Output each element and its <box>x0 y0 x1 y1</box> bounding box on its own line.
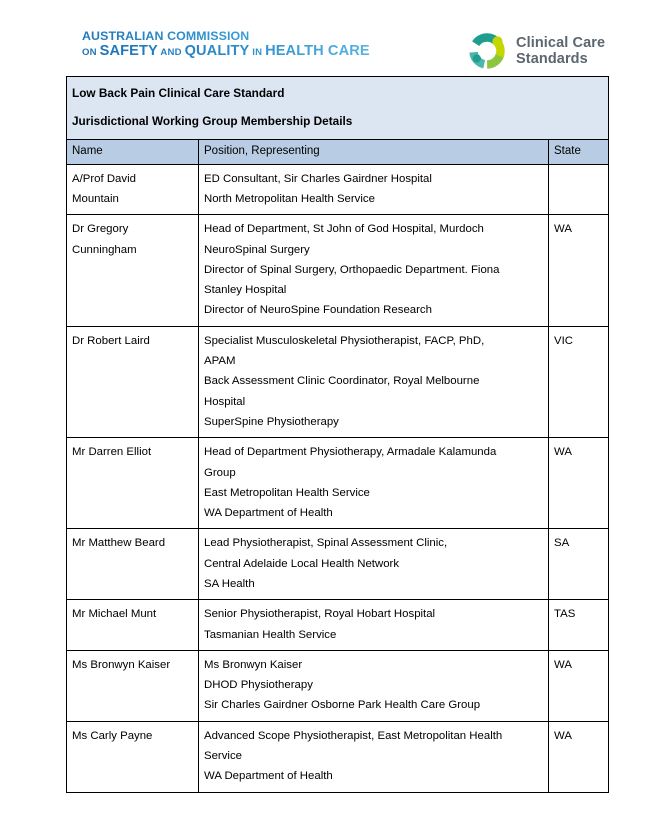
table-column-header-row <box>67 139 609 164</box>
cell-position-line: Head of Department Physiotherapy, Armadale Kalamunda <box>204 446 497 459</box>
table-title-line1: Low Back Pain Clinical Care Standard <box>67 77 609 110</box>
cell-position-line: East Metropolitan Health Service <box>204 486 370 499</box>
cell-state: WA <box>549 438 609 529</box>
cell-position-line: Director of NeuroSpine Foundation Research <box>204 304 432 317</box>
ccs-wordmark-line1: Clinical Care <box>516 34 606 51</box>
cell-position-line: NeuroSpinal Surgery <box>204 243 310 256</box>
ccs-wordmark-line2: Standards <box>516 51 588 67</box>
cell-state <box>549 164 609 215</box>
cell-position-line: Stanley Hospital <box>204 284 287 297</box>
acsqhc-logo-line1: AUSTRALIAN COMMISSION <box>82 30 370 42</box>
cell-state: WA <box>549 721 609 792</box>
cell-position-line: Group <box>204 466 236 479</box>
table-row <box>67 164 609 215</box>
cell-name <box>67 215 199 326</box>
membership-table-container <box>66 76 608 793</box>
cell-position <box>199 721 549 792</box>
table-row <box>67 438 609 529</box>
cell-name <box>67 721 199 792</box>
acsqhc-logo-safety: SAFETY <box>99 43 158 60</box>
clinical-care-standards-circle-icon <box>466 30 508 72</box>
cell-position-line: Service <box>204 750 242 763</box>
column-header-state: State <box>549 139 609 164</box>
cell-position <box>199 650 549 721</box>
table-title-row-2 <box>67 110 609 139</box>
cell-position <box>199 326 549 437</box>
cell-state: VIC <box>549 326 609 437</box>
cell-position-line: Central Adelaide Local Health Network <box>204 557 400 570</box>
cell-state: SA <box>549 529 609 600</box>
acsqhc-logo-on: ON <box>82 47 100 59</box>
cell-position-line: DHOD Physiotherapy <box>204 679 313 692</box>
cell-state: WA <box>549 650 609 721</box>
table-title-row-1 <box>67 77 609 110</box>
cell-name-line: Mr Matthew Beard <box>72 537 166 550</box>
table-title-line2: Jurisdictional Working Group Membership Details <box>67 110 609 139</box>
acsqhc-logo-line2 <box>82 44 370 59</box>
cell-name-line: Mr Darren Elliot <box>72 446 152 459</box>
cell-position-line: Advanced Scope Physiotherapist, East Metropolitan Health <box>204 729 503 742</box>
cell-name-line: Mountain <box>72 192 119 205</box>
column-header-name: Name <box>67 139 199 164</box>
cell-position <box>199 215 549 326</box>
clinical-care-standards-logo <box>466 28 605 74</box>
cell-position-line: Specialist Musculoskeletal Physiotherapist, FACP, PhD, <box>204 334 485 347</box>
cell-position <box>199 438 549 529</box>
table-row <box>67 529 609 600</box>
cell-position-line: ED Consultant, Sir Charles Gairdner Hospital <box>204 172 432 185</box>
cell-name <box>67 164 199 215</box>
cell-name-line: Mr Michael Munt <box>72 608 157 621</box>
cell-name-line: Dr Gregory <box>72 223 129 236</box>
table-row <box>67 721 609 792</box>
cell-position-line: SuperSpine Physiotherapy <box>204 415 339 428</box>
cell-name <box>67 529 199 600</box>
acsqhc-logo-quality: QUALITY <box>184 43 250 60</box>
cell-position-line: Head of Department, St John of God Hospital, Murdoch <box>204 223 484 236</box>
document-header <box>0 0 671 72</box>
cell-position-line: Sir Charles Gairdner Osborne Park Health Care Group <box>204 699 481 712</box>
cell-position-line: Ms Bronwyn Kaiser <box>204 658 303 671</box>
cell-position-line: Back Assessment Clinic Coordinator, Royal Melbourne <box>204 375 480 388</box>
cell-name-line: Cunningham <box>72 243 137 256</box>
membership-table-body <box>67 77 609 793</box>
cell-position <box>199 529 549 600</box>
membership-table <box>66 76 609 793</box>
cell-name-line: A/Prof David <box>72 172 136 185</box>
cell-name <box>67 326 199 437</box>
cell-position <box>199 164 549 215</box>
table-row <box>67 600 609 651</box>
cell-name-line: Ms Bronwyn Kaiser <box>72 658 171 671</box>
cell-name-line: Dr Robert Laird <box>72 334 150 347</box>
cell-name <box>67 650 199 721</box>
cell-state: WA <box>549 215 609 326</box>
cell-position-line: Senior Physiotherapist, Royal Hobart Hospital <box>204 608 436 621</box>
acsqhc-logo-healthcare: HEALTH CARE <box>265 43 370 60</box>
cell-position-line: SA Health <box>204 577 255 590</box>
cell-name <box>67 600 199 651</box>
acsqhc-logo-and: AND <box>157 47 185 59</box>
cell-position-line: Director of Spinal Surgery, Orthopaedic Department. Fiona <box>204 263 500 276</box>
cell-position-line: Hospital <box>204 395 246 408</box>
cell-name-line: Ms Carly Payne <box>72 729 153 742</box>
cell-state: TAS <box>549 600 609 651</box>
cell-position-line: Lead Physiotherapist, Spinal Assessment Clinic, <box>204 537 448 550</box>
clinical-care-standards-wordmark <box>516 35 605 67</box>
cell-position-line: APAM <box>204 355 236 368</box>
column-header-position: Position, Representing <box>199 139 549 164</box>
table-row <box>67 326 609 437</box>
acsqhc-logo-in: IN <box>249 47 266 59</box>
cell-position-line: North Metropolitan Health Service <box>204 192 375 205</box>
table-row <box>67 650 609 721</box>
cell-position <box>199 600 549 651</box>
cell-position-line: WA Department of Health <box>204 770 333 783</box>
cell-position-line: WA Department of Health <box>204 507 333 520</box>
table-row <box>67 215 609 326</box>
acsqhc-logo <box>82 30 370 59</box>
cell-position-line: Tasmanian Health Service <box>204 628 337 641</box>
cell-name <box>67 438 199 529</box>
